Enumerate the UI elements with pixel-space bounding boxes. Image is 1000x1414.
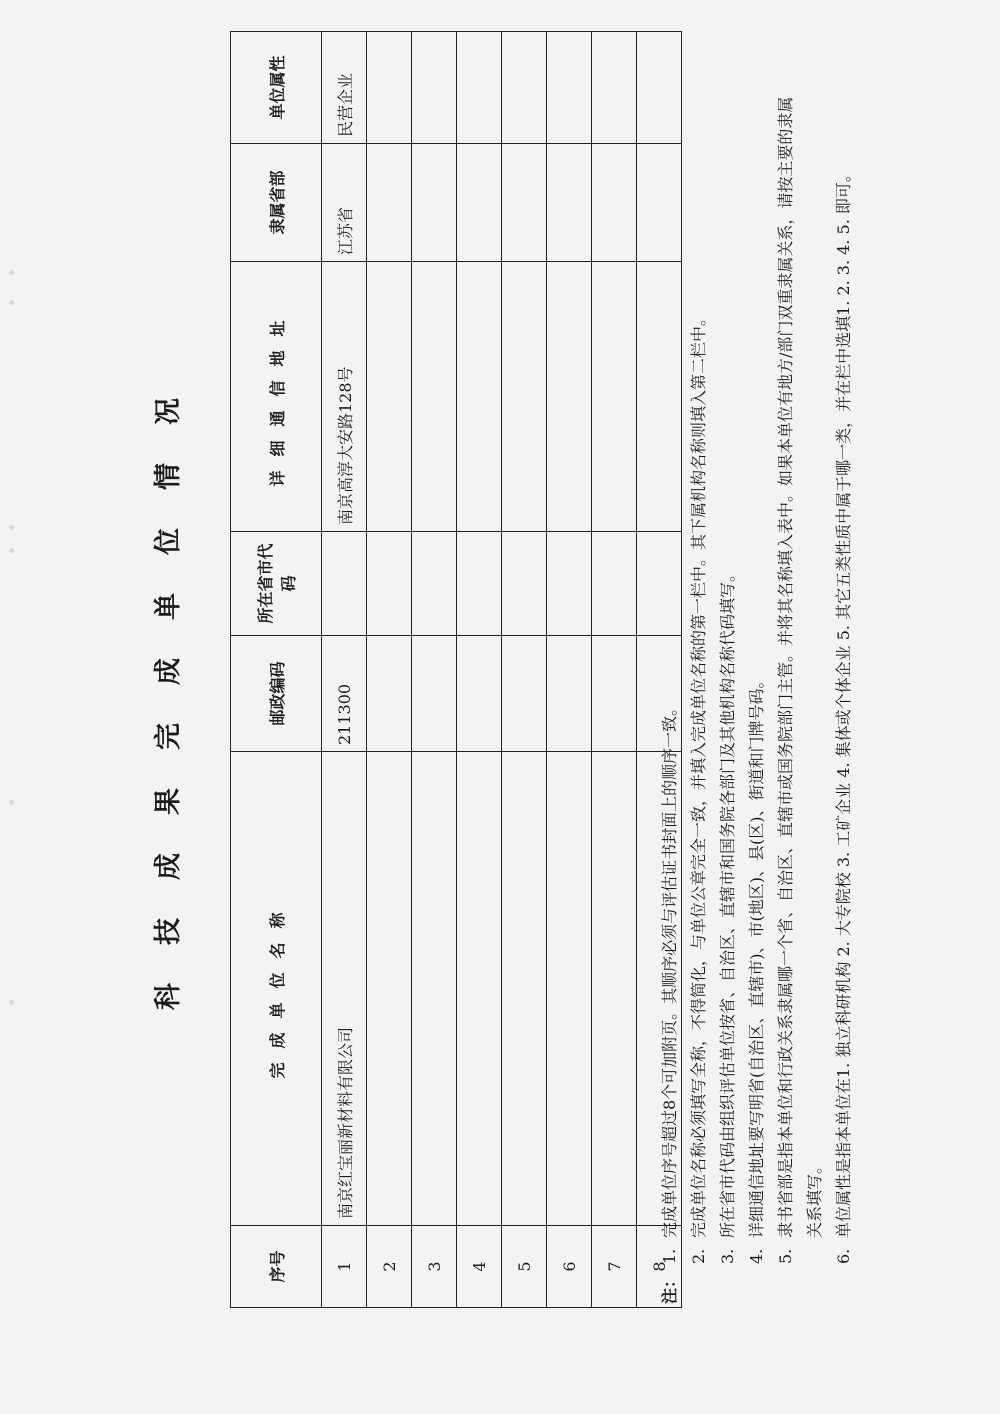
cell-serial: 1: [322, 1226, 367, 1308]
cell-ministry: [502, 144, 547, 262]
table-header-row: [231, 32, 322, 1308]
cell-city-code: [547, 532, 592, 636]
note-text: 所在省市代码由组织评估单位按省、自治区、直辖市和国务院各部门及其他机构名称代码填写。: [718, 565, 737, 1238]
note-item: [771, 84, 829, 1264]
cell-ministry: [367, 144, 412, 262]
cell-address: [367, 262, 412, 532]
note-number: 6.: [834, 1248, 853, 1264]
form-title: 科技成果完成单位情况: [152, 360, 184, 1010]
header-unit-attribute: 单位属性: [231, 32, 322, 144]
cell-ministry: [547, 144, 592, 262]
cell-ministry: [592, 144, 637, 262]
cell-city-code: [412, 532, 457, 636]
table-row: [412, 32, 457, 1308]
cell-serial: 4: [457, 1226, 502, 1308]
cell-address: 南京高淳大安路128号: [322, 262, 367, 532]
cell-city-code: [457, 532, 502, 636]
cell-unit-name: [547, 752, 592, 1226]
cell-serial: 6: [547, 1226, 592, 1308]
cell-postcode: [457, 636, 502, 752]
cell-address: [592, 262, 637, 532]
header-serial: 序号: [231, 1226, 322, 1308]
completion-units-table: [230, 31, 682, 1308]
punch-hole: [9, 1000, 14, 1005]
note-text: 隶书省部是指本单位和行政关系隶属哪一个省、自治区、直辖市或国务院部门主管。并将其名称填入表中。如果本单位有地方/部门双重隶属关系，请按主要的隶属关系填写。: [776, 96, 824, 1238]
punch-hole: [9, 548, 14, 553]
cell-unit-attribute: 民营企业: [322, 32, 367, 144]
note-text: 完成单位名称必须填写全称，不得简化，与单位公章完全一致，并填入完成单位名称的第一栏中。其下属机构名称则填入第二栏中。: [689, 309, 708, 1238]
note-item: [829, 84, 858, 1264]
notes-list: [655, 84, 858, 1304]
cell-unit-attribute: [502, 32, 547, 144]
note-text: 单位属性是指本单位在1. 独立科研机构 2. 大专院校 3. 工矿企业 4. 集体或个体企业 5. 其它五类性质中属于哪一类，并在栏中选填1. 2. 3. 4. 5. 即可。: [834, 166, 853, 1238]
cell-serial: 3: [412, 1226, 457, 1308]
table-row: [547, 32, 592, 1308]
header-postcode: 邮政编码: [231, 636, 322, 752]
cell-unit-attribute: [547, 32, 592, 144]
note-item: [713, 84, 742, 1264]
note-item: [655, 84, 684, 1264]
cell-ministry: [412, 144, 457, 262]
header-city-code: 所在省市代码: [231, 532, 322, 636]
notes-section: [655, 84, 858, 1304]
punch-hole: [9, 525, 14, 530]
header-unit-name: 完成单位名称: [231, 752, 322, 1226]
cell-city-code: [367, 532, 412, 636]
cell-postcode: 211300: [322, 636, 367, 752]
cell-city-code: [502, 532, 547, 636]
note-number: 3.: [718, 1248, 737, 1264]
cell-unit-name: [367, 752, 412, 1226]
note-text: 详细通信地址要写明省(自治区、直辖市)、市(地区)、县(区)、街道和门牌号码。: [747, 672, 766, 1238]
cell-unit-name: [592, 752, 637, 1226]
note-number: 2.: [689, 1248, 708, 1264]
cell-address: [547, 262, 592, 532]
cell-address: [502, 262, 547, 532]
cell-city-code: [322, 532, 367, 636]
cell-address: [412, 262, 457, 532]
notes-label: 注：: [660, 1271, 679, 1304]
cell-unit-name: [457, 752, 502, 1226]
table-row: [502, 32, 547, 1308]
cell-postcode: [502, 636, 547, 752]
note-number: 5.: [776, 1248, 795, 1264]
table-row: [322, 32, 367, 1308]
cell-unit-name: [502, 752, 547, 1226]
note-text: 完成单位序号超过8个可加附页。其顺序必须与评估证书封面上的顺序一致。: [660, 699, 679, 1238]
table-row: [457, 32, 502, 1308]
cell-serial: 2: [367, 1226, 412, 1308]
note-number: 4.: [747, 1248, 766, 1264]
cell-unit-attribute: [367, 32, 412, 144]
note-number: 1.: [660, 1248, 679, 1264]
cell-postcode: [412, 636, 457, 752]
header-ministry: 隶属省部: [231, 144, 322, 262]
punch-hole: [9, 300, 14, 305]
cell-postcode: [547, 636, 592, 752]
cell-unit-attribute: [457, 32, 502, 144]
cell-postcode: [592, 636, 637, 752]
table-row: [592, 32, 637, 1308]
note-item: [742, 84, 771, 1264]
cell-city-code: [592, 532, 637, 636]
cell-serial: 5: [502, 1226, 547, 1308]
cell-postcode: [367, 636, 412, 752]
cell-serial: 8: [637, 1226, 682, 1308]
cell-serial: 7: [592, 1226, 637, 1308]
punch-hole: [9, 270, 14, 275]
cell-unit-attribute: [592, 32, 637, 144]
cell-unit-name: [412, 752, 457, 1226]
table-row: [367, 32, 412, 1308]
cell-address: [457, 262, 502, 532]
note-item: [684, 84, 713, 1264]
cell-unit-name: 南京红宝丽新材料有限公司: [322, 752, 367, 1226]
form-sheet: [100, 40, 900, 1330]
cell-ministry: [457, 144, 502, 262]
punch-hole: [9, 800, 14, 805]
cell-ministry: 江苏省: [322, 144, 367, 262]
header-address: 详细通信地址: [231, 262, 322, 532]
cell-unit-attribute: [412, 32, 457, 144]
